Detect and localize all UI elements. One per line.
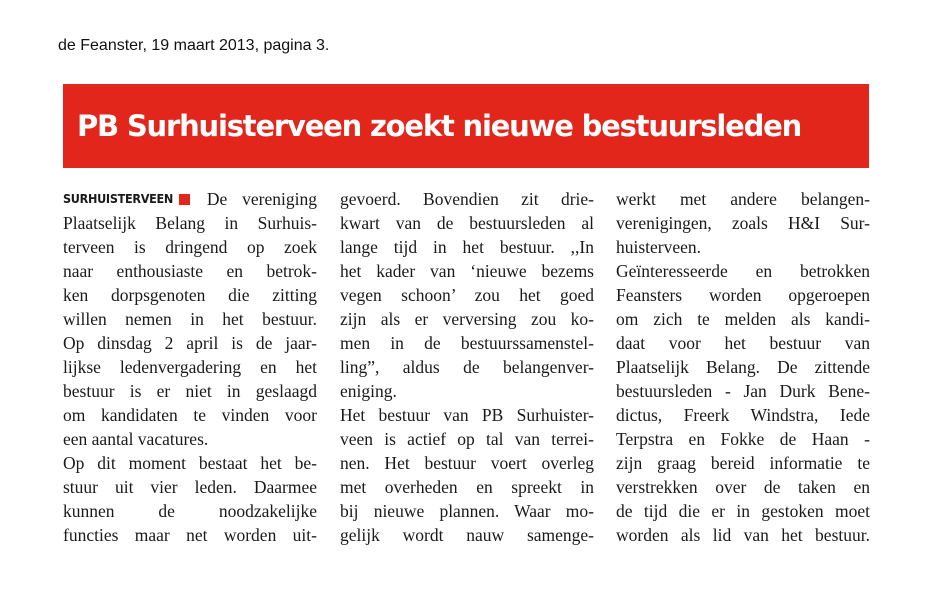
column-line: worden als lid van het bestuur. [616, 525, 870, 545]
column-line: dictus, Freerk Windstra, Iede [616, 405, 870, 425]
column-line: zijn als er verversing zou ko- [340, 309, 594, 329]
column-line: Plaatselijk Belang in Surhuis- [63, 213, 317, 233]
column-line: werkt met andere belangen- [616, 189, 870, 209]
column-line: gelijk wordt nauw samenge- [340, 525, 594, 545]
column-line: Op dinsdag 2 april is de jaar- [63, 333, 317, 353]
column-line: functies maar net worden uit- [63, 525, 317, 545]
column-line: een aantal vacatures. [63, 429, 209, 449]
column-line: om zich te melden als kandi- [616, 309, 870, 329]
column-line: terveen is dringend op zoek [63, 237, 317, 257]
lead-text: De vereniging [206, 189, 317, 209]
column-line: Het bestuur van PB Surhuister- [340, 405, 594, 425]
column-line: verstrekken over de taken en [616, 477, 870, 497]
column-line: men in de bestuurssamenstel- [340, 333, 594, 353]
column-line: verenigingen, zoals H&I Sur- [616, 213, 870, 233]
source-citation: de Feanster, 19 maart 2013, pagina 3. [58, 37, 330, 54]
column-line: kunnen de noodzakelijke [63, 501, 317, 521]
column-line: stuur uit vier leden. Daarmee [63, 477, 317, 497]
column-line: Feansters worden opgeroepen [616, 285, 870, 305]
column-line: gevoerd. Bovendien zit drie- [340, 189, 594, 209]
column-line: bestuur is er niet in geslaagd [63, 381, 317, 401]
column-line: Op dit moment bestaat het be- [63, 453, 317, 473]
column-line: het kader van ‘nieuwe bezems [340, 261, 594, 281]
column-line: huisterveen. [616, 237, 702, 257]
article-column-2 [340, 187, 594, 547]
article-column-3 [616, 187, 870, 547]
column-line: zijn graag bereid informatie te [616, 453, 870, 473]
column-line: eniging. [340, 381, 397, 401]
column-line: willen nemen in het bestuur. [63, 309, 317, 329]
headline-banner [63, 84, 869, 168]
red-square-icon [179, 194, 190, 205]
column-line: ken dorpsgenoten die zitting [63, 285, 317, 305]
article-column-1 [63, 187, 317, 547]
column-line: daat voor het bestuur van [616, 333, 870, 353]
column-line: Geïnteresseerde en betrokken [616, 261, 870, 281]
column-line: ling”, aldus de belangenver- [340, 357, 594, 377]
column-line: lijkse ledenvergadering en het [63, 357, 317, 377]
column-line: om kandidaten te vinden voor [63, 405, 317, 425]
column-line: vegen schoon’ zou het goed [340, 285, 594, 305]
column-line: met overheden en spreekt in [340, 477, 594, 497]
column-line: nen. Het bestuur voert overleg [340, 453, 594, 473]
column-line: bij nieuwe plannen. Waar mo- [340, 501, 594, 521]
dateline: SURHUISTERVEEN [63, 191, 174, 206]
column-line: de tijd die er in gestoken moet [616, 501, 870, 521]
column-line: Plaatselijk Belang. De zittende [616, 357, 870, 377]
column-line: veen is actief op tal van terrei- [340, 429, 594, 449]
column-line [63, 187, 317, 211]
column-line: Terpstra en Fokke de Haan - [616, 429, 870, 449]
column-line: kwart van de bestuursleden al [340, 213, 594, 233]
column-line: bestuursleden - Jan Durk Bene- [616, 381, 870, 401]
column-line: naar enthousiaste en betrok- [63, 261, 317, 281]
column-line: lange tijd in het bestuur. ,,In [340, 237, 594, 257]
article-headline: PB Surhuisterveen zoekt nieuwe bestuursleden [77, 109, 802, 143]
